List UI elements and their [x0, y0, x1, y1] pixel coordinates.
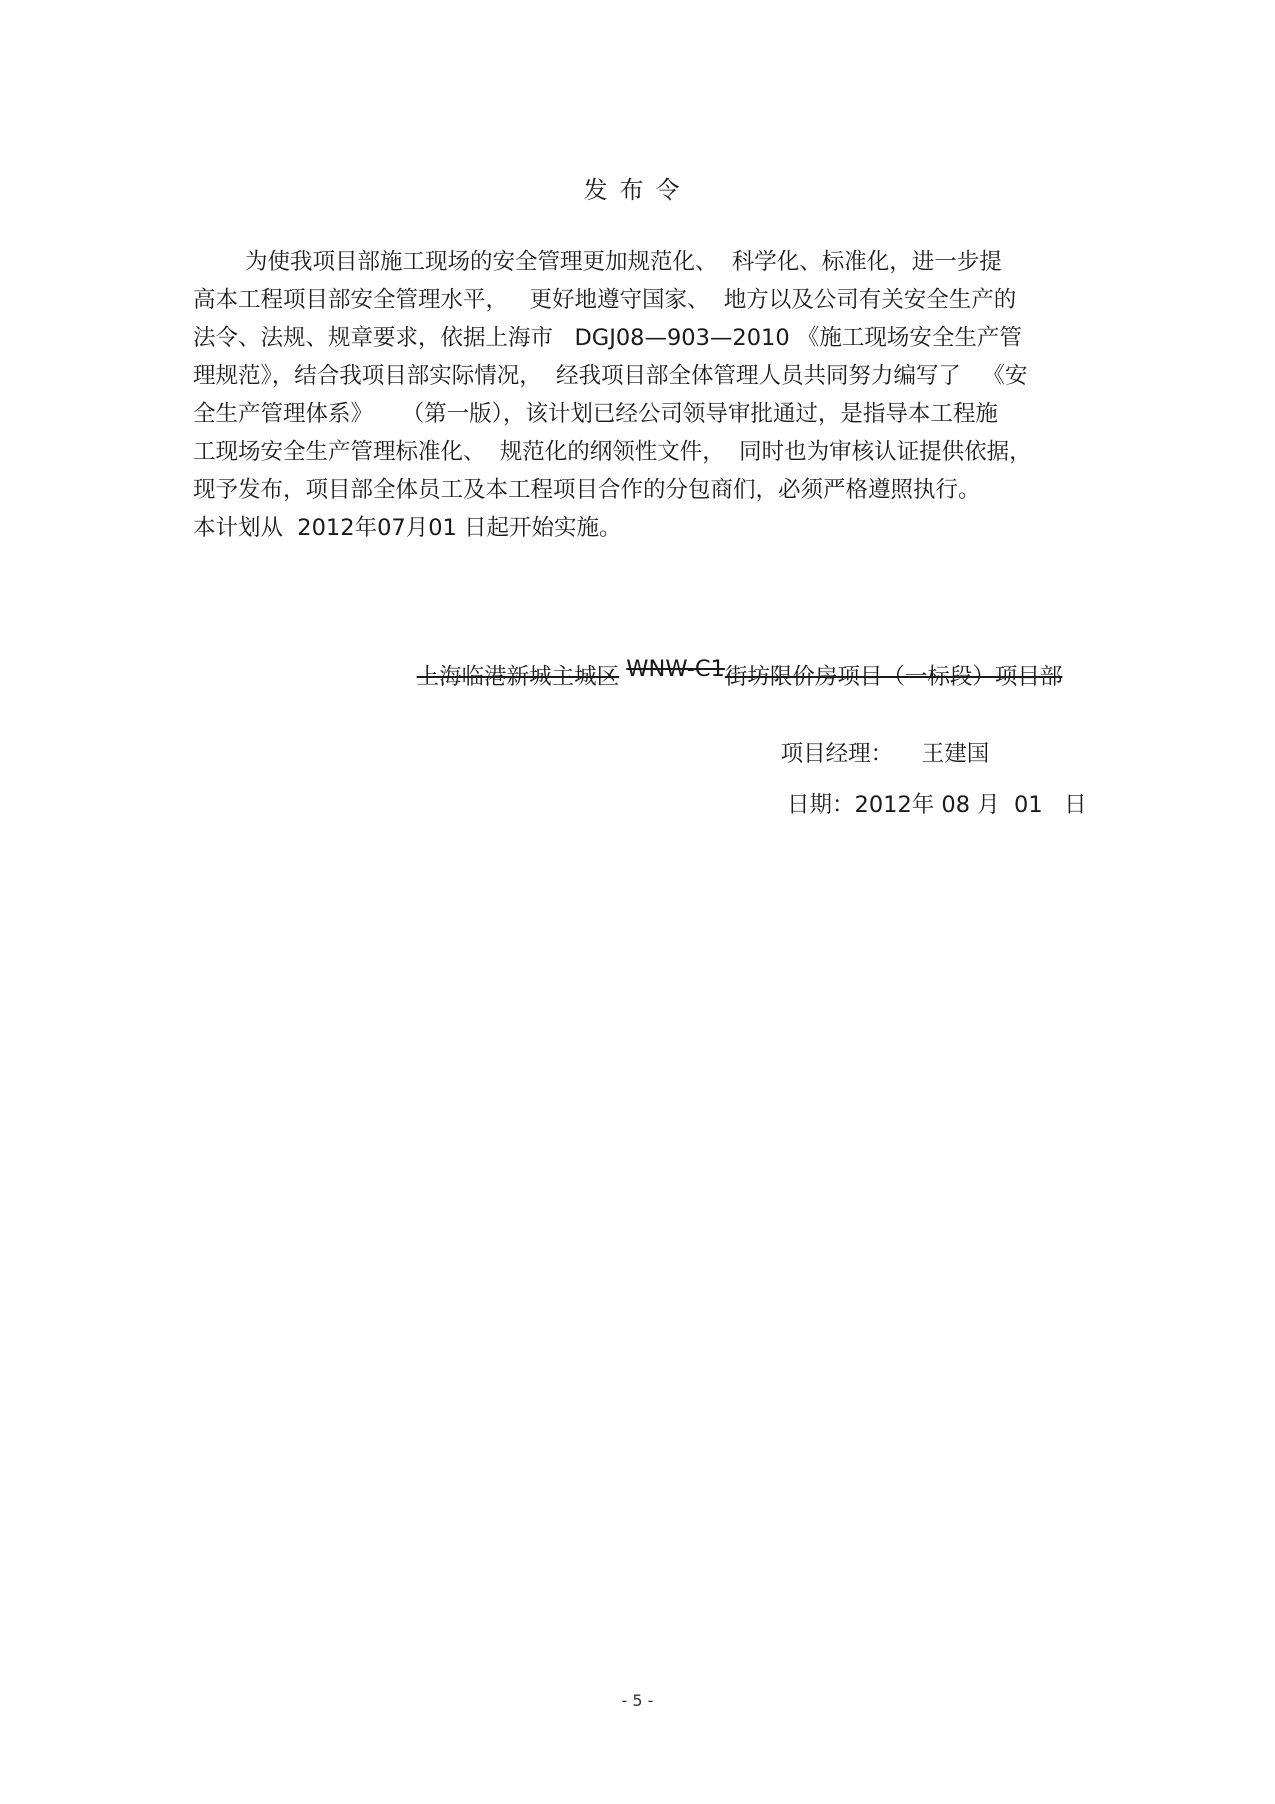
body-line-3: 法令、法规、规章要求，依据上海市 DGJ08—903—2010 《施工现场安全生产管 — [193, 325, 1022, 351]
body-line-7: 现予发布，项目部全体员工及本工程项目合作的分包商们，必须严格遵照执行。 — [193, 477, 981, 503]
page-number: - 5 - — [621, 1691, 654, 1710]
date-line: 日期：2012年 08 月 01 日 — [787, 792, 1087, 818]
body-line-4: 理规范》，结合我项目部实际情况， 经我项目部全体管理人员共同努力编写了 《安 — [193, 363, 1028, 389]
manager-label: 项目经理： — [780, 741, 894, 767]
body-line-5: 全生产管理体系》 （第一版），该计划已经公司领导审批通过，是指导本工程施 — [193, 401, 998, 427]
project-department-line — [388, 633, 1062, 717]
body-line-8: 本计划从 2012年07月01 日起开始实施。 — [193, 515, 622, 541]
org-code: WNW-C1 — [626, 656, 725, 682]
org-prefix: 上海临港新城主城区 — [416, 664, 620, 690]
body-line-2: 高本工程项目部安全管理水平， 更好地遵守国家、 地方以及公司有关安全生产的 — [193, 287, 1017, 313]
org-suffix: 街坊限价房项目（一标段）项目部 — [724, 664, 1063, 690]
body-line-6: 工现场安全生产管理标准化、 规范化的纲领性文件， 同时也为审核认证提供依据， — [193, 439, 1032, 465]
page-title: 发布令 — [583, 176, 692, 204]
project-manager-line — [752, 710, 989, 794]
body-line-1: 为使我项目部施工现场的安全管理更加规范化、 科学化、标准化，进一步提 — [245, 249, 1002, 275]
manager-name: 王建国 — [921, 741, 990, 767]
